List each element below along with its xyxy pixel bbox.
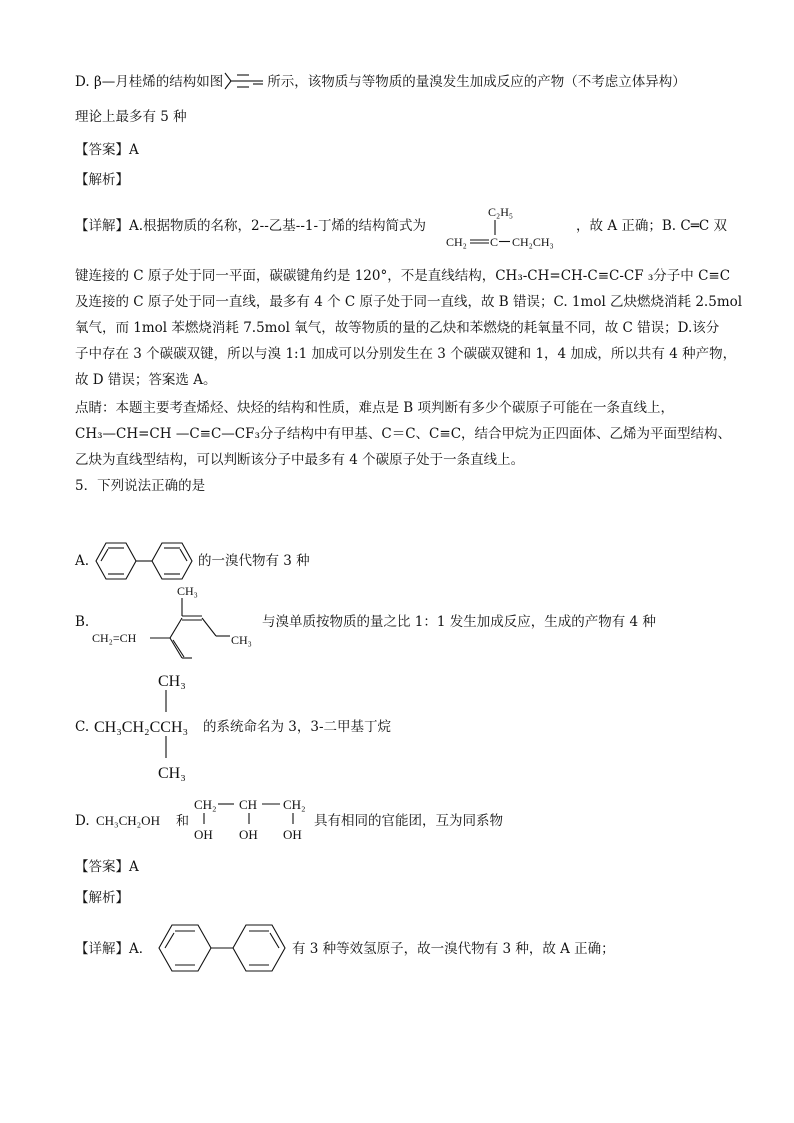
biphenyl-structure-a xyxy=(92,540,196,582)
d-oh-3: OH xyxy=(283,827,302,842)
detail1-l1b: ，故 A 正确；B. C═C 双 xyxy=(576,218,727,234)
d-ch2-a: CH₂ xyxy=(194,797,217,812)
dimethylbutane-structure-c xyxy=(92,666,212,784)
q4d-line2: 理论上最多有 5 种 xyxy=(75,109,187,125)
detail-label: 【详解】 xyxy=(75,941,129,957)
detail1-line4: 氧气，而 1mol 苯燃烧消耗 7.5mol 氧气，故等物质的量的乙炔和苯燃烧的耗氧量不同，故 C 错误；D.该分 xyxy=(75,320,720,336)
q5-option-c-text: 的系统命名为 3，3-二甲基丁烷 xyxy=(203,719,392,735)
q5-option-b-label: B. xyxy=(75,614,90,630)
q4d-suffix: 所示，该物质与等物质的量溴发生加成反应的产物（不考虑立体异构） xyxy=(267,74,686,90)
detail1-line6: 故 D 错误；答案选 A。 xyxy=(75,372,217,388)
q5-option-d-label: D. xyxy=(75,813,90,829)
q4d-prefix: D. xyxy=(75,74,94,90)
b-ch2ch: CH₂=CH xyxy=(92,631,137,645)
c-main-chain: CH₃CH₂CCH₃ xyxy=(94,719,189,736)
detail2-line1 xyxy=(75,939,152,959)
glycerol-structure-d xyxy=(94,792,314,844)
b-ch3-top: CH₃ xyxy=(177,584,198,598)
q5-option-a-label: A. xyxy=(75,553,90,569)
d-ch: CH xyxy=(239,797,258,812)
detail1-line1 xyxy=(75,216,727,236)
q5-option-a-text: 的一溴代物有 3 种 xyxy=(198,553,310,569)
triene-structure-b xyxy=(92,578,262,662)
ethylbutene-structure xyxy=(444,202,584,252)
detail2-text: 有 3 种等效氢原子，故一溴代物有 3 种，故 A 正确； xyxy=(292,941,615,957)
myrcene-structure xyxy=(223,73,267,93)
answer-label: 【答案】 xyxy=(75,142,129,158)
point-line2: CH₃—CH=CH —C≡C—CF₃分子结构中有甲基、C＝C、C≡C，结合甲烷为正四面体、乙烯为平面型结构、 xyxy=(75,426,732,442)
answer-value: A xyxy=(129,142,139,158)
q5-option-c-label: C. xyxy=(75,719,90,735)
d-ethanol: CH₃CH₂OH xyxy=(96,813,160,828)
detail-label: 【详解】 xyxy=(75,218,129,234)
ch2-left: CH₂ xyxy=(446,235,467,249)
d-oh-1: OH xyxy=(194,827,213,842)
detail1-line3: 及连接的 C 原子处于同一直线，最多有 4 个 C 原子处于同一直线，故 B 错误；C. 1mol 乙炔燃烧消耗 2.5mol xyxy=(75,294,743,310)
answer-label: 【答案】 xyxy=(75,859,129,875)
q5-stem: 5．下列说法正确的是 xyxy=(75,478,206,494)
b-ch3-right: CH₃ xyxy=(231,633,252,647)
c-center: C xyxy=(490,235,499,249)
biphenyl-structure-detail xyxy=(153,922,291,974)
c-ch3-top: CH₃ xyxy=(158,673,186,690)
detail1-line2: 键连接的 C 原子处于同一平面，碳碳键角约是 120°，不是直线结构，CH₃-CH=CH-C≡C-CF ₃分子中 C≡C xyxy=(75,268,731,284)
ethyl-top: C₂H₅ xyxy=(488,205,514,219)
analysis-label-1: 【解析】 xyxy=(75,172,129,188)
detail2-a-label: A． xyxy=(129,941,153,957)
ch2ch3-right: CH₂CH₃ xyxy=(512,235,554,249)
c-ch3-bottom: CH₃ xyxy=(158,765,186,782)
answer-value: A xyxy=(129,859,139,875)
d-oh-2: OH xyxy=(239,827,258,842)
analysis-label-2: 【解析】 xyxy=(75,890,129,906)
q5-option-b-text: 与溴单质按物质的量之比 1：1 发生加成反应，生成的产物有 4 种 xyxy=(262,614,656,630)
q4d-beta-text: β—月桂烯的结构如图 xyxy=(93,74,224,90)
detail1-l1a: A.根据物质的名称，2--乙基--1-丁烯的结构简式为 xyxy=(129,218,427,234)
q5-option-d-text: 具有相同的官能团，互为同系物 xyxy=(314,813,503,829)
d-ch2-b: CH₂ xyxy=(283,797,306,812)
point-line1: 点睛：本题主要考查烯烃、炔烃的结构和性质，难点是 B 项判断有多少个碳原子可能在一条直线上， xyxy=(75,400,675,416)
d-and: 和 xyxy=(176,813,190,828)
point-line3: 乙炔为直线型结构，可以判断该分子中最多有 4 个碳原子处于一条直线上。 xyxy=(75,452,525,468)
q4-option-d xyxy=(75,72,686,93)
answer-2 xyxy=(75,857,139,877)
detail1-line5: 子中存在 3 个碳碳双键，所以与溴 1:1 加成可以分别发生在 3 个碳碳双键和 1，4 加成，所以共有 4 种产物， xyxy=(75,346,737,362)
answer-1 xyxy=(75,140,139,160)
